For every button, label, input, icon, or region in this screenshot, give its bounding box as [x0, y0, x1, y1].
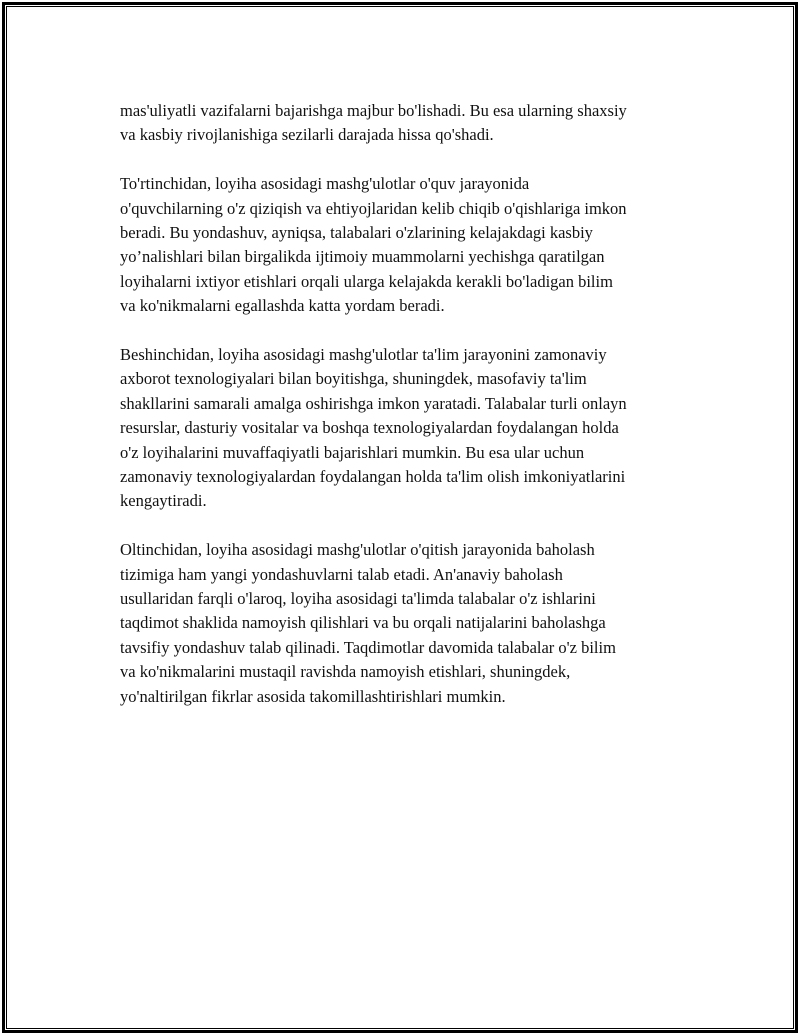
text-line: axborot texnologiyalari bilan boyitishga, shuningdek, masofaviy ta'lim	[120, 369, 587, 389]
text-line: taqdimot shaklida namoyish qilishlari va bu orqali natijalarini baholashga	[120, 613, 606, 633]
text-line: To'rtinchidan, loyiha asosidagi mashg'ulotlar o'quv jarayonida	[120, 174, 530, 194]
text-line: o'quvchilarning o'z qiziqish va ehtiyojlaridan kelib chiqib o'qishlariga imkon	[120, 198, 627, 218]
paragraph-2	[120, 172, 700, 318]
text-line: Oltinchidan, loyiha asosidagi mashg'ulotlar o'qitish jarayonida baholash	[120, 540, 595, 560]
text-line: yo'naltirilgan fikrlar asosida takomillashtirishlari mumkin.	[120, 686, 506, 706]
paragraph-1	[120, 99, 700, 148]
text-line: usullaridan farqli o'laroq, loyiha asosidagi ta'limda talabalar o'z ishlarini	[120, 589, 596, 609]
text-line: beradi. Bu yondashuv, ayniqsa, talabalari o'zlarining kelajakdagi kasbiy	[120, 223, 593, 243]
text-line: kengaytiradi.	[120, 491, 207, 511]
paragraph-4	[120, 538, 700, 709]
page-border	[2, 2, 798, 1033]
paragraph-3	[120, 343, 700, 514]
text-line: va kasbiy rivojlanishiga sezilarli darajada hissa qo'shadi.	[120, 125, 494, 145]
text-line: va ko'nikmalarini mustaqil ravishda namoyish etishlari, shuningdek,	[120, 662, 571, 682]
text-line: o'z loyihalarini muvaffaqiyatli bajarishlari mumkin. Bu esa ular uchun	[120, 442, 585, 462]
text-line: Beshinchidan, loyiha asosidagi mashg'ulotlar ta'lim jarayonini zamonaviy	[120, 345, 607, 365]
text-line: yo’nalishlari bilan birgalikda ijtimoiy muammolarni yechishga qaratilgan	[120, 247, 605, 267]
text-line: tavsifiy yondashuv talab qilinadi. Taqdimotlar davomida talabalar o'z bilim	[120, 637, 616, 657]
document-body	[120, 99, 700, 734]
text-line: mas'uliyatli vazifalarni bajarishga majbur bo'lishadi. Bu esa ularning shaxsiy	[120, 101, 627, 120]
text-line: loyihalarni ixtiyor etishlari orqali ularga kelajakda kerakli bo'ladigan bilim	[120, 271, 613, 291]
text-line: tizimiga ham yangi yondashuvlarni talab etadi. An'anaviy baholash	[120, 564, 563, 584]
text-line: resurslar, dasturiy vositalar va boshqa texnologiyalardan foydalangan holda	[120, 418, 619, 438]
text-line: shakllarini samarali amalga oshirishga imkon yaratadi. Talabalar turli onlayn	[120, 393, 627, 413]
text-line: zamonaviy texnologiyalardan foydalangan holda ta'lim olish imkoniyatlarini	[120, 467, 626, 487]
text-line: va ko'nikmalarni egallashda katta yordam beradi.	[120, 296, 445, 316]
